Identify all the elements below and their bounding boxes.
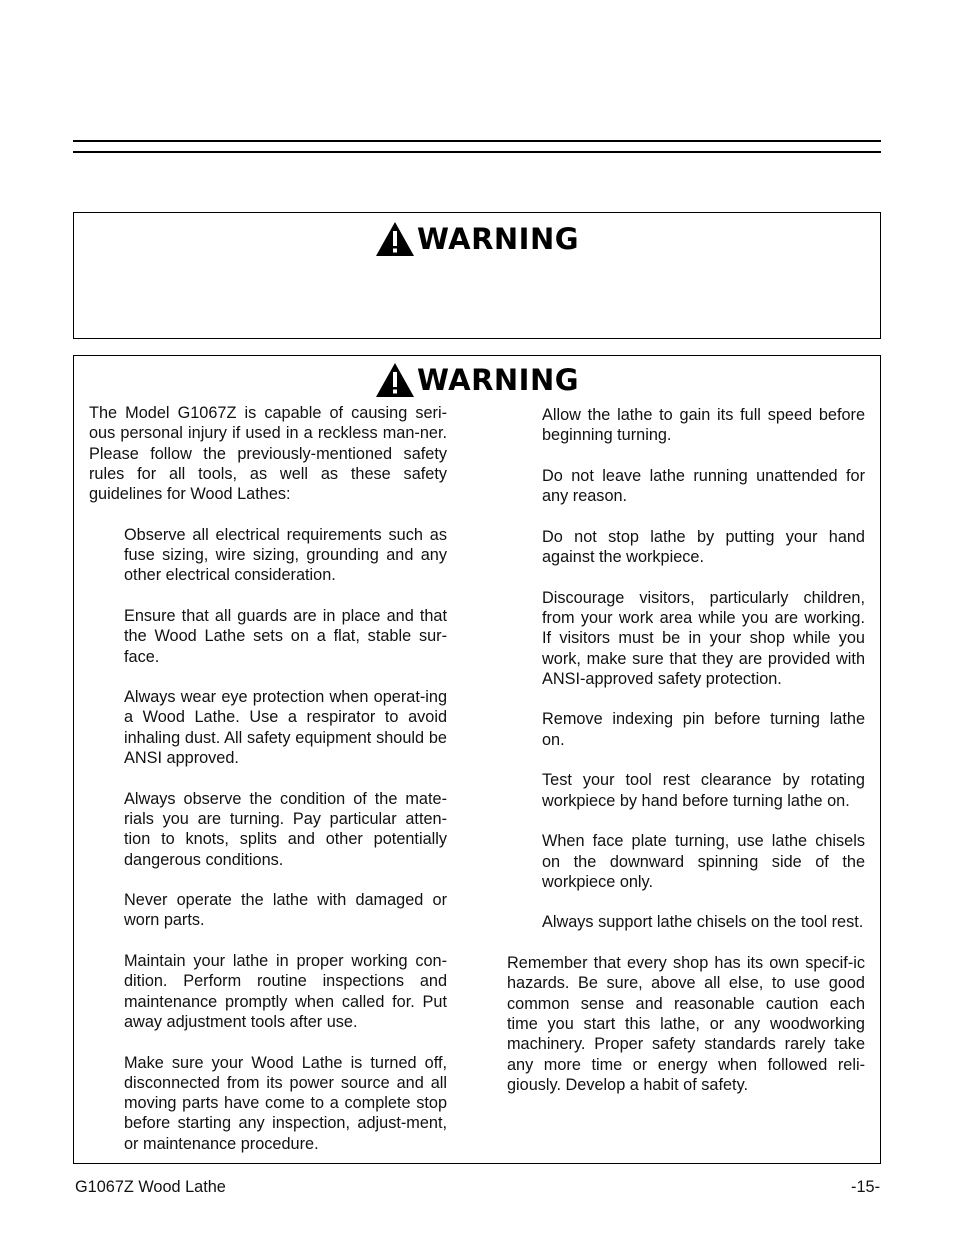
left-column — [89, 403, 447, 1154]
warning-label-2: WARNING — [416, 363, 580, 397]
header-rule-bottom — [73, 151, 881, 153]
list-item: Always support lathe chisels on the tool rest. — [542, 913, 864, 932]
list-item: Observe all electrical requirements such as fuse sizing, wire sizing, grounding and any other electrical consideration. — [124, 525, 447, 585]
intro-paragraph: The Model G1067Z is capable of causing seri-ous personal injury if used in a reckless man-ner. Please follow the previously-mentioned safety rules for all tools, as well as these safety guidelines for Wood Lathes: — [89, 404, 447, 504]
list-item: Remove indexing pin before turning lathe on. — [542, 710, 865, 749]
right-column — [507, 405, 865, 1095]
list-item: Maintain your lathe in proper working con-dition. Perform routine inspections and maintenance promptly when called for. Put away adjustment tools after use. — [124, 952, 447, 1031]
warning-heading-2 — [74, 362, 880, 398]
list-item: Make sure your Wood Lathe is turned off, disconnected from its power source and all moving parts have come to a complete stop before starting any inspection, adjust-ment, or maintenance procedure. — [124, 1053, 447, 1153]
warning-label-1: WARNING — [416, 222, 580, 256]
list-item: Test your tool rest clearance by rotating workpiece by hand before turning lathe on. — [542, 771, 865, 810]
warning-box-2 — [73, 355, 881, 1164]
list-item: Do not stop lathe by putting your hand against the workpiece. — [542, 527, 865, 567]
warning-box-1 — [73, 212, 881, 339]
closing-paragraph: Remember that every shop has its own specif-ic hazards. Be sure, above all else, to use good common sense and reasonable caution each time you start this lathe, or any woodworking machinery. Proper safety standards rarely take any more time or energy when followed reli-giously. Develop a habit of safety. — [507, 954, 865, 1094]
warning-triangle-icon — [375, 221, 415, 257]
footer-model: G1067Z Wood Lathe — [75, 1178, 226, 1196]
warning-triangle-icon — [375, 362, 415, 398]
list-item: Always observe the condition of the mate-rials you are turning. Pay particular atten-tion to knots, splits and other potentially dangerous conditions. — [124, 789, 447, 869]
list-item: When face plate turning, use lathe chisels on the downward spinning side of the workpiece only. — [542, 832, 865, 891]
list-item: Never operate the lathe with damaged or worn parts. — [124, 891, 447, 930]
list-item: Always wear eye protection when operat-ing a Wood Lathe. Use a respirator to avoid inhaling dust. All safety equipment should be ANSI approved. — [124, 688, 447, 768]
list-item: Allow the lathe to gain its full speed before beginning turning. — [542, 406, 865, 445]
list-item: Discourage visitors, particularly children, from your work area while you are working. If visitors must be in your shop while you work, make sure that they are provided with ANSI-approved safety protection. — [542, 588, 865, 688]
list-item: Do not leave lathe running unattended for any reason. — [542, 466, 865, 506]
header-rule-top — [73, 140, 881, 142]
list-item: Ensure that all guards are in place and that the Wood Lathe sets on a flat, stable sur-face. — [124, 606, 447, 666]
warning-heading-1 — [74, 221, 880, 257]
footer-page-number: -15- — [851, 1178, 880, 1196]
